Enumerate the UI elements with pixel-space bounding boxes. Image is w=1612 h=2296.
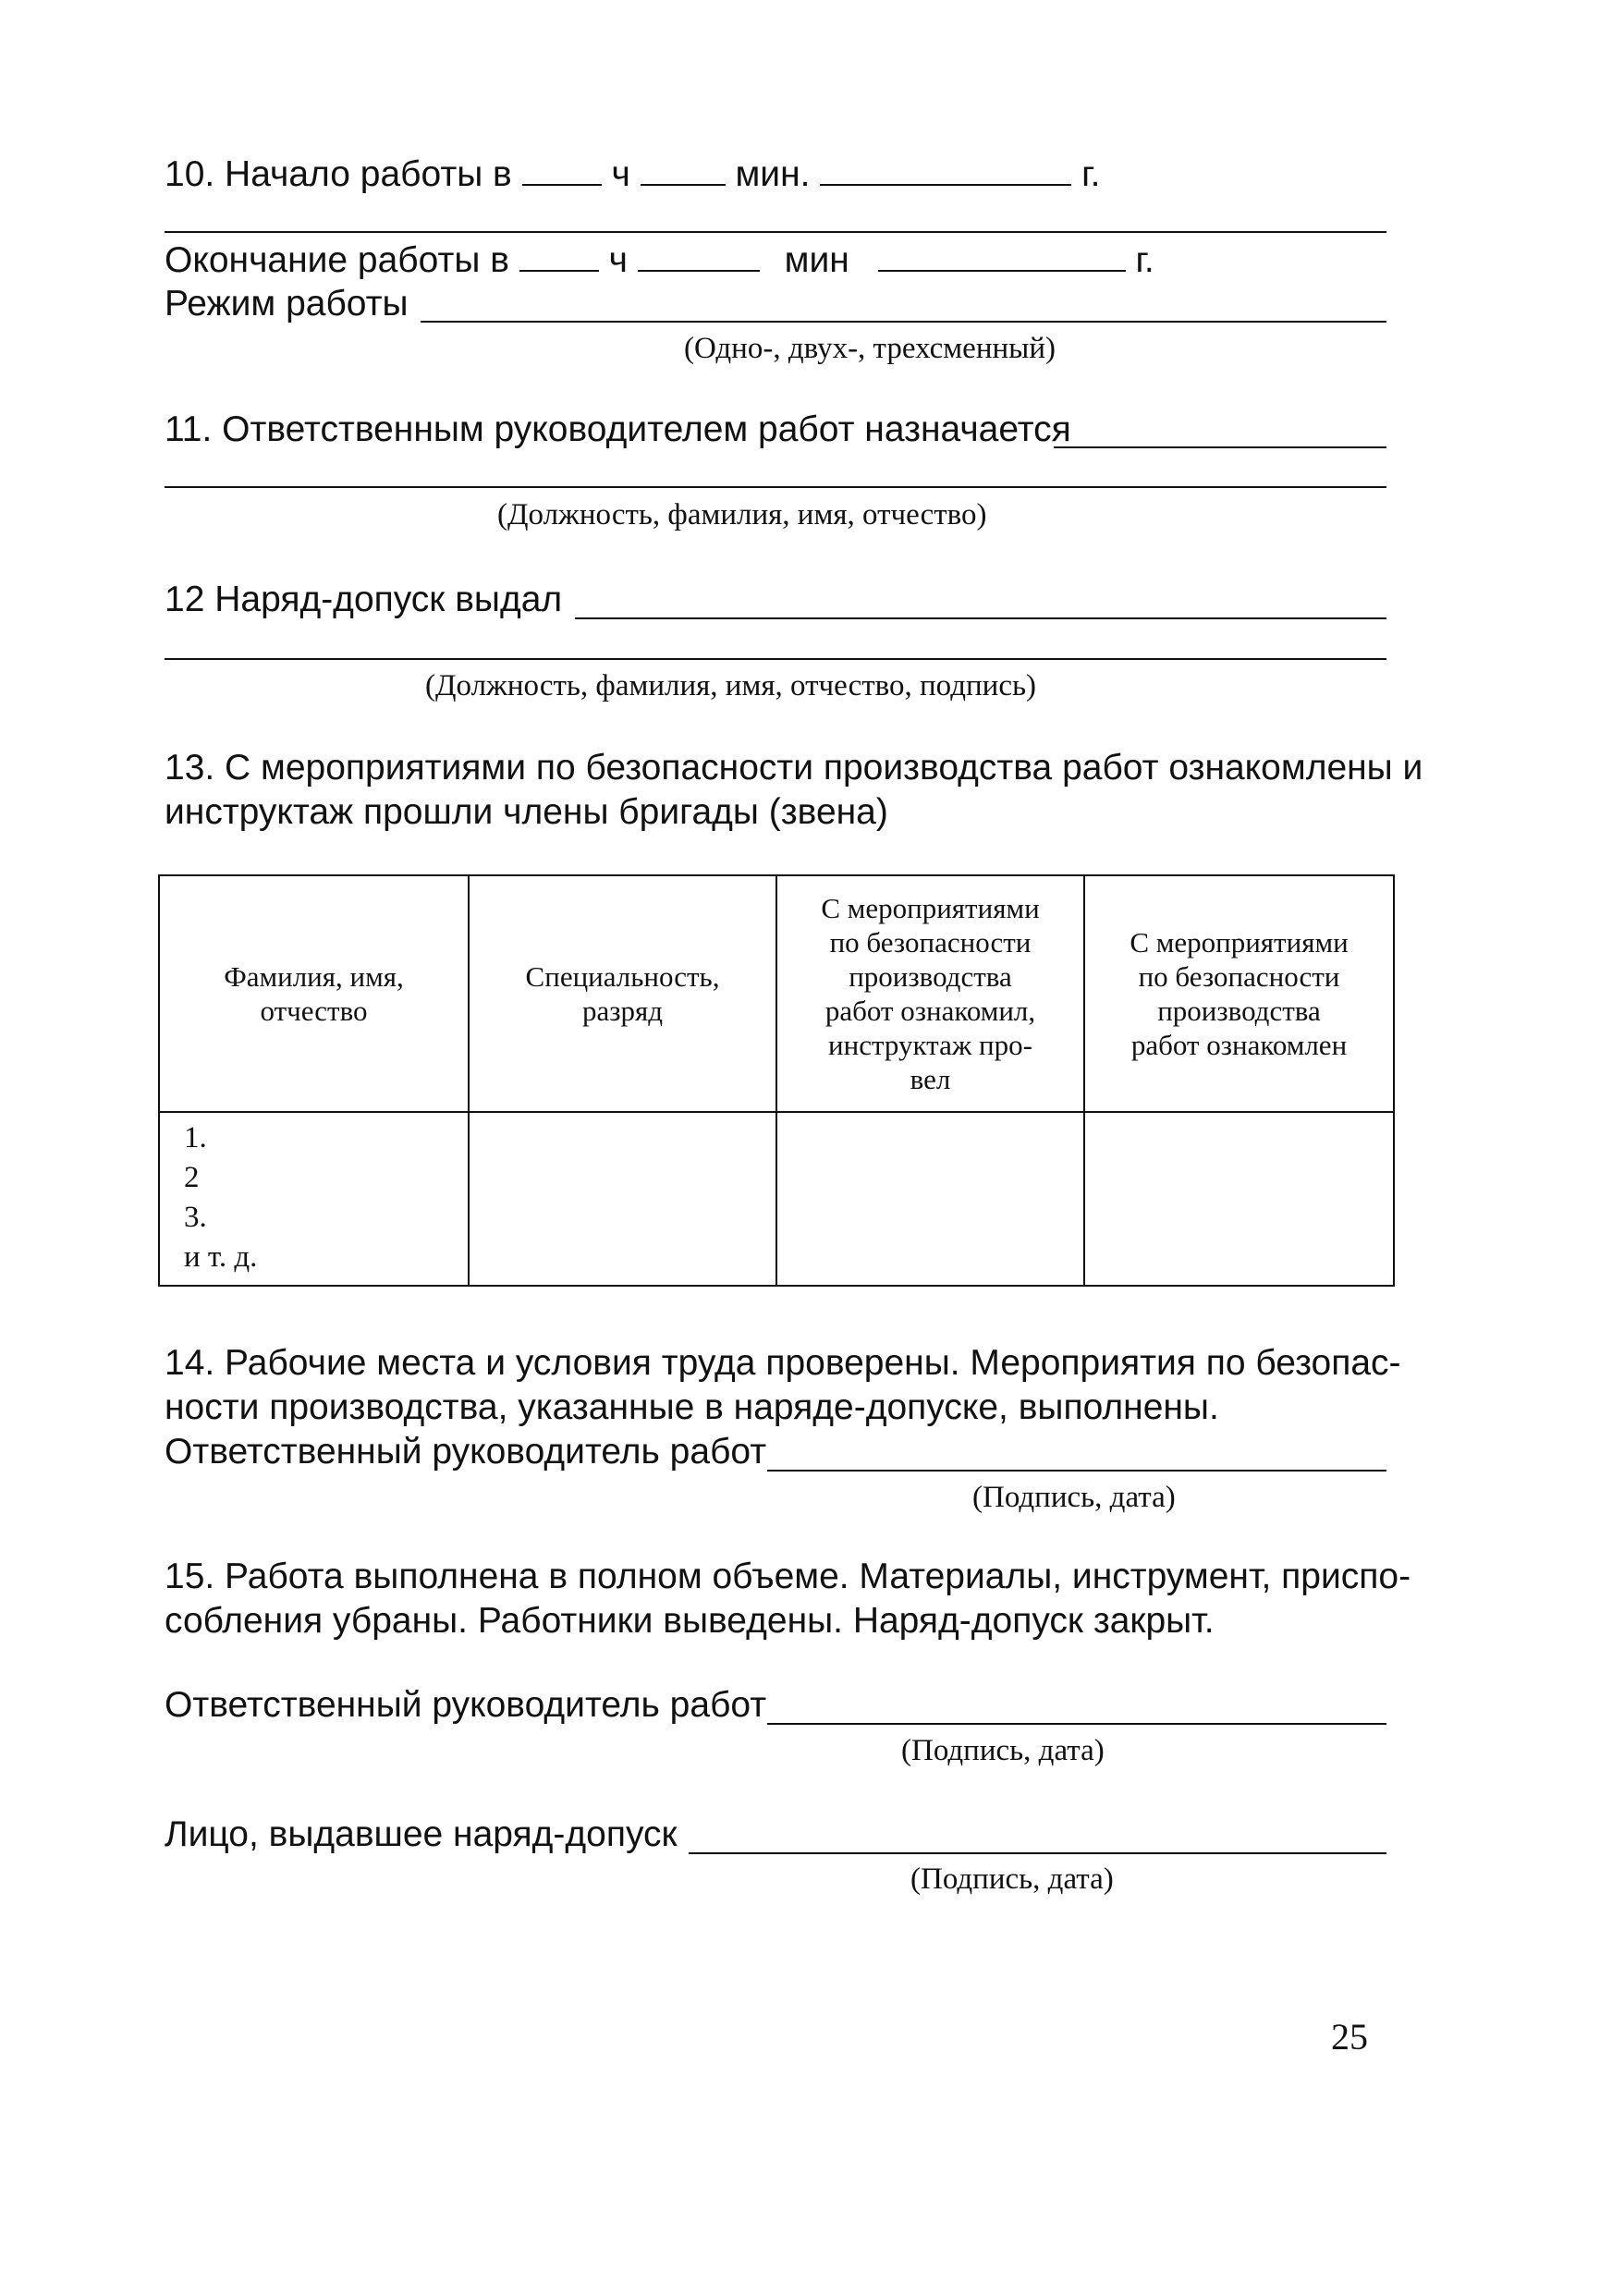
responsible-signature-blank[interactable] <box>767 1470 1386 1472</box>
table-header-row <box>159 875 1394 1112</box>
end-hour-unit-label: ч <box>608 240 628 280</box>
row-number: и т. д. <box>184 1240 258 1274</box>
work-completed-line-1: 15. Работа выполнена в полном объеме. Материалы, инструмент, приспо- <box>165 1557 1411 1596</box>
start-date-continuation-line[interactable] <box>165 231 1386 233</box>
permit-issuer-caption: (Должность, фамилия, имя, отчество, подпись) <box>425 669 1037 702</box>
workplace-check-line-2: ности производства, указанные в наряде-допуске, выполнены. <box>165 1387 1219 1427</box>
year-unit-label: г. <box>1081 154 1101 194</box>
end-time-line <box>165 238 1154 282</box>
permit-issuer-signature-line <box>165 1814 678 1856</box>
work-mode-caption: (Одно-, двух-, трехсменный) <box>684 332 1056 365</box>
permit-issuer-continuation-line[interactable] <box>165 658 1386 660</box>
responsible-signature-caption: (Подпись, дата) <box>972 1481 1176 1514</box>
briefing-text-line-1: 13. С мероприятиями по безопасности производства работ ознакомлены и <box>165 748 1423 788</box>
briefing-text-line-2: инструктаж прошли члены бригады (звена) <box>165 792 888 832</box>
final-responsible-signature-caption: (Подпись, дата) <box>901 1734 1105 1767</box>
hour-unit-label: ч <box>611 154 630 194</box>
header-specialty-grade: Специальность, разряд <box>469 875 776 1112</box>
responsible-manager-blank[interactable] <box>1054 446 1386 448</box>
permit-issuer-signature-caption: (Подпись, дата) <box>910 1862 1114 1896</box>
responsible-signature-label: Ответственный руководитель работ <box>165 1432 767 1472</box>
row-number: 3. <box>184 1201 207 1234</box>
end-hour-blank[interactable] <box>519 238 599 272</box>
work-mode-label: Режим работы <box>165 284 409 324</box>
work-completed-line-2: собления убраны. Работники выведены. Наряд-допуск закрыт. <box>165 1601 1215 1641</box>
full-name-cell[interactable] <box>159 1112 469 1286</box>
row-number: 1. <box>184 1121 207 1154</box>
header-briefed-by: С мероприятиями по безопасности производства работ ознакомил, инструктаж про- вел <box>776 875 1084 1112</box>
permit-issuer-label: 12 Наряд-допуск выдал <box>165 580 563 619</box>
briefed-by-cell[interactable] <box>776 1112 1084 1286</box>
specialty-cell[interactable] <box>469 1112 776 1286</box>
permit-issuer-blank[interactable] <box>575 617 1386 619</box>
start-hour-blank[interactable] <box>522 153 602 186</box>
responsible-manager-caption: (Должность, фамилия, имя, отчество) <box>497 498 987 531</box>
start-minute-blank[interactable] <box>641 153 726 186</box>
start-date-blank[interactable] <box>820 153 1071 186</box>
work-mode-blank[interactable] <box>421 321 1386 323</box>
end-time-label: Окончание работы в <box>165 240 509 280</box>
minute-unit-label: мин. <box>735 154 811 194</box>
header-full-name: Фамилия, имя, отчество <box>159 875 469 1112</box>
crew-briefing-table <box>158 874 1395 1287</box>
responsible-manager-label: 11. Ответственным руководителем работ назначается <box>165 409 1071 449</box>
start-time-label: 10. Начало работы в <box>165 154 512 194</box>
work-mode-line <box>165 283 409 325</box>
final-responsible-signature-label: Ответственный руководитель работ <box>165 1685 767 1725</box>
header-briefed-member: С мероприятиями по безопасности производства работ ознакомлен <box>1084 875 1394 1112</box>
start-time-line <box>165 153 1100 196</box>
row-number: 2 <box>184 1161 200 1194</box>
responsible-manager-line <box>165 409 1071 451</box>
briefed-member-cell[interactable] <box>1084 1112 1394 1286</box>
end-minute-unit-label: мин <box>784 240 849 280</box>
final-responsible-signature-blank[interactable] <box>767 1723 1386 1725</box>
permit-issuer-line <box>165 579 562 621</box>
permit-issuer-signature-label: Лицо, выдавшее наряд-допуск <box>165 1814 678 1854</box>
page-number: 25 <box>1331 2016 1368 2058</box>
end-minute-blank[interactable] <box>638 238 760 272</box>
responsible-manager-continuation-line[interactable] <box>165 486 1386 488</box>
final-responsible-signature-line <box>165 1684 766 1727</box>
workplace-check-line-1: 14. Рабочие места и условия труда проверены. Мероприятия по безопас- <box>165 1343 1401 1383</box>
end-year-unit-label: г. <box>1135 240 1154 280</box>
permit-issuer-signature-blank[interactable] <box>689 1852 1386 1854</box>
responsible-signature-line <box>165 1431 766 1473</box>
table-row <box>159 1112 1394 1286</box>
end-date-blank[interactable] <box>878 238 1126 272</box>
